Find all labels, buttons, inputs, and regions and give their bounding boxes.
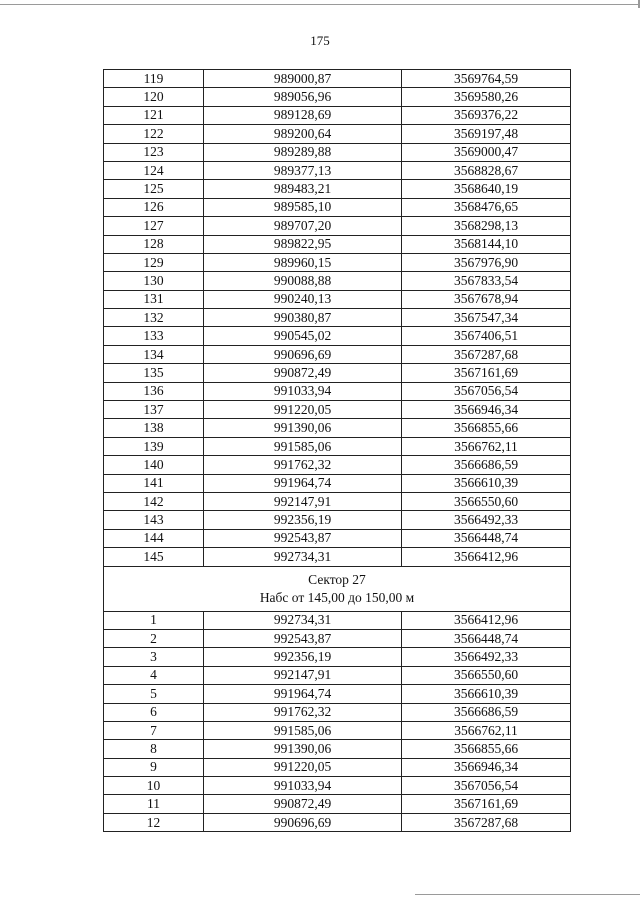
x-coordinate-cell: 992734,31 [204, 548, 402, 566]
table-row [104, 529, 571, 547]
x-coordinate-cell: 991390,06 [204, 419, 402, 437]
y-coordinate-cell: 3567161,69 [402, 364, 571, 382]
y-coordinate-cell: 3566762,11 [402, 437, 571, 455]
x-coordinate-cell: 989585,10 [204, 198, 402, 216]
point-number-cell: 145 [104, 548, 204, 566]
table-row [104, 685, 571, 703]
sector-header-section [104, 566, 571, 611]
y-coordinate-cell: 3566492,33 [402, 648, 571, 666]
table-row [104, 511, 571, 529]
y-coordinate-cell: 3566855,66 [402, 419, 571, 437]
x-coordinate-cell: 989289,88 [204, 143, 402, 161]
y-coordinate-cell: 3569580,26 [402, 88, 571, 106]
x-coordinate-cell: 991585,06 [204, 721, 402, 739]
point-number-cell: 136 [104, 382, 204, 400]
point-number-cell: 119 [104, 70, 204, 88]
point-number-cell: 122 [104, 125, 204, 143]
point-number-cell: 6 [104, 703, 204, 721]
x-coordinate-cell: 990088,88 [204, 272, 402, 290]
y-coordinate-cell: 3566550,60 [402, 666, 571, 684]
table-row [104, 235, 571, 253]
x-coordinate-cell: 989377,13 [204, 161, 402, 179]
table-row [104, 309, 571, 327]
table-row [104, 648, 571, 666]
table-row [104, 777, 571, 795]
point-number-cell: 7 [104, 721, 204, 739]
table-row [104, 795, 571, 813]
x-coordinate-cell: 989483,21 [204, 180, 402, 198]
point-number-cell: 9 [104, 758, 204, 776]
point-number-cell: 11 [104, 795, 204, 813]
y-coordinate-cell: 3566610,39 [402, 685, 571, 703]
table-row [104, 70, 571, 88]
y-coordinate-cell: 3569764,59 [402, 70, 571, 88]
x-coordinate-cell: 991033,94 [204, 777, 402, 795]
point-number-cell: 5 [104, 685, 204, 703]
x-coordinate-cell: 991220,05 [204, 401, 402, 419]
y-coordinate-cell: 3566448,74 [402, 629, 571, 647]
y-coordinate-cell: 3567678,94 [402, 290, 571, 308]
table-row [104, 721, 571, 739]
page-number: 175 [310, 33, 330, 48]
x-coordinate-cell: 990380,87 [204, 309, 402, 327]
table-row [104, 345, 571, 363]
y-coordinate-cell: 3566448,74 [402, 529, 571, 547]
table-row [104, 217, 571, 235]
point-number-cell: 1 [104, 611, 204, 629]
table-row [104, 327, 571, 345]
table-row [104, 629, 571, 647]
y-coordinate-cell: 3567287,68 [402, 813, 571, 831]
bottom-scan-edge [415, 894, 640, 895]
x-coordinate-cell: 989056,96 [204, 88, 402, 106]
point-number-cell: 141 [104, 474, 204, 492]
x-coordinate-cell: 992356,19 [204, 648, 402, 666]
point-number-cell: 127 [104, 217, 204, 235]
coordinates-table [103, 69, 571, 832]
y-coordinate-cell: 3566412,96 [402, 548, 571, 566]
y-coordinate-cell: 3567287,68 [402, 345, 571, 363]
y-coordinate-cell: 3566855,66 [402, 740, 571, 758]
point-number-cell: 131 [104, 290, 204, 308]
point-number-cell: 137 [104, 401, 204, 419]
x-coordinate-cell: 989707,20 [204, 217, 402, 235]
y-coordinate-cell: 3567056,54 [402, 777, 571, 795]
sector-header-row [104, 566, 571, 611]
coordinates-table-part-1 [104, 70, 571, 567]
table-row [104, 272, 571, 290]
table-row [104, 703, 571, 721]
table-row [104, 161, 571, 179]
x-coordinate-cell: 991390,06 [204, 740, 402, 758]
x-coordinate-cell: 991033,94 [204, 382, 402, 400]
table-row [104, 290, 571, 308]
table-row [104, 474, 571, 492]
x-coordinate-cell: 990872,49 [204, 795, 402, 813]
table-row [104, 364, 571, 382]
x-coordinate-cell: 992147,91 [204, 666, 402, 684]
y-coordinate-cell: 3568144,10 [402, 235, 571, 253]
y-coordinate-cell: 3566686,59 [402, 456, 571, 474]
x-coordinate-cell: 992734,31 [204, 611, 402, 629]
y-coordinate-cell: 3566762,11 [402, 721, 571, 739]
point-number-cell: 135 [104, 364, 204, 382]
point-number-cell: 124 [104, 161, 204, 179]
point-number-cell: 140 [104, 456, 204, 474]
table-row [104, 180, 571, 198]
y-coordinate-cell: 3566686,59 [402, 703, 571, 721]
y-coordinate-cell: 3568476,65 [402, 198, 571, 216]
x-coordinate-cell: 991220,05 [204, 758, 402, 776]
x-coordinate-cell: 989960,15 [204, 253, 402, 271]
y-coordinate-cell: 3568828,67 [402, 161, 571, 179]
table-row [104, 401, 571, 419]
table-row [104, 198, 571, 216]
point-number-cell: 143 [104, 511, 204, 529]
table-row [104, 611, 571, 629]
point-number-cell: 142 [104, 492, 204, 510]
point-number-cell: 138 [104, 419, 204, 437]
sector-title: Сектор 27 [308, 571, 366, 587]
x-coordinate-cell: 992543,87 [204, 629, 402, 647]
table-row [104, 419, 571, 437]
top-scan-edge [0, 4, 640, 5]
point-number-cell: 128 [104, 235, 204, 253]
x-coordinate-cell: 991762,32 [204, 456, 402, 474]
table-row [104, 456, 571, 474]
x-coordinate-cell: 990696,69 [204, 813, 402, 831]
y-coordinate-cell: 3567547,34 [402, 309, 571, 327]
table-row [104, 740, 571, 758]
y-coordinate-cell: 3567406,51 [402, 327, 571, 345]
table-row [104, 813, 571, 831]
table-row [104, 437, 571, 455]
point-number-cell: 125 [104, 180, 204, 198]
point-number-cell: 8 [104, 740, 204, 758]
x-coordinate-cell: 989200,64 [204, 125, 402, 143]
y-coordinate-cell: 3567833,54 [402, 272, 571, 290]
y-coordinate-cell: 3569376,22 [402, 106, 571, 124]
table-row [104, 758, 571, 776]
y-coordinate-cell: 3566610,39 [402, 474, 571, 492]
point-number-cell: 10 [104, 777, 204, 795]
x-coordinate-cell: 990545,02 [204, 327, 402, 345]
point-number-cell: 132 [104, 309, 204, 327]
point-number-cell: 121 [104, 106, 204, 124]
y-coordinate-cell: 3566412,96 [402, 611, 571, 629]
point-number-cell: 123 [104, 143, 204, 161]
y-coordinate-cell: 3566946,34 [402, 401, 571, 419]
table-row [104, 125, 571, 143]
table-row [104, 492, 571, 510]
point-number-cell: 3 [104, 648, 204, 666]
x-coordinate-cell: 989822,95 [204, 235, 402, 253]
sector-subtitle: Набс от 145,00 до 150,00 м [259, 589, 415, 605]
point-number-cell: 120 [104, 88, 204, 106]
table-row [104, 106, 571, 124]
point-number-cell: 134 [104, 345, 204, 363]
x-coordinate-cell: 991964,74 [204, 685, 402, 703]
x-coordinate-cell: 992356,19 [204, 511, 402, 529]
x-coordinate-cell: 991762,32 [204, 703, 402, 721]
table-row [104, 382, 571, 400]
x-coordinate-cell: 992147,91 [204, 492, 402, 510]
x-coordinate-cell: 989128,69 [204, 106, 402, 124]
y-coordinate-cell: 3568640,19 [402, 180, 571, 198]
x-coordinate-cell: 990240,13 [204, 290, 402, 308]
point-number-cell: 12 [104, 813, 204, 831]
table-row [104, 548, 571, 566]
y-coordinate-cell: 3567161,69 [402, 795, 571, 813]
table-row [104, 666, 571, 684]
x-coordinate-cell: 991585,06 [204, 437, 402, 455]
y-coordinate-cell: 3566492,33 [402, 511, 571, 529]
y-coordinate-cell: 3566946,34 [402, 758, 571, 776]
point-number-cell: 133 [104, 327, 204, 345]
y-coordinate-cell: 3568298,13 [402, 217, 571, 235]
coordinates-table-part-2 [104, 611, 571, 832]
point-number-cell: 144 [104, 529, 204, 547]
x-coordinate-cell: 992543,87 [204, 529, 402, 547]
x-coordinate-cell: 990872,49 [204, 364, 402, 382]
y-coordinate-cell: 3569000,47 [402, 143, 571, 161]
x-coordinate-cell: 991964,74 [204, 474, 402, 492]
y-coordinate-cell: 3569197,48 [402, 125, 571, 143]
x-coordinate-cell: 989000,87 [204, 70, 402, 88]
table-row [104, 88, 571, 106]
point-number-cell: 126 [104, 198, 204, 216]
sector-header-cell [104, 566, 571, 611]
point-number-cell: 130 [104, 272, 204, 290]
point-number-cell: 2 [104, 629, 204, 647]
table-row [104, 253, 571, 271]
y-coordinate-cell: 3567976,90 [402, 253, 571, 271]
x-coordinate-cell: 990696,69 [204, 345, 402, 363]
point-number-cell: 4 [104, 666, 204, 684]
point-number-cell: 139 [104, 437, 204, 455]
y-coordinate-cell: 3567056,54 [402, 382, 571, 400]
y-coordinate-cell: 3566550,60 [402, 492, 571, 510]
point-number-cell: 129 [104, 253, 204, 271]
table-row [104, 143, 571, 161]
